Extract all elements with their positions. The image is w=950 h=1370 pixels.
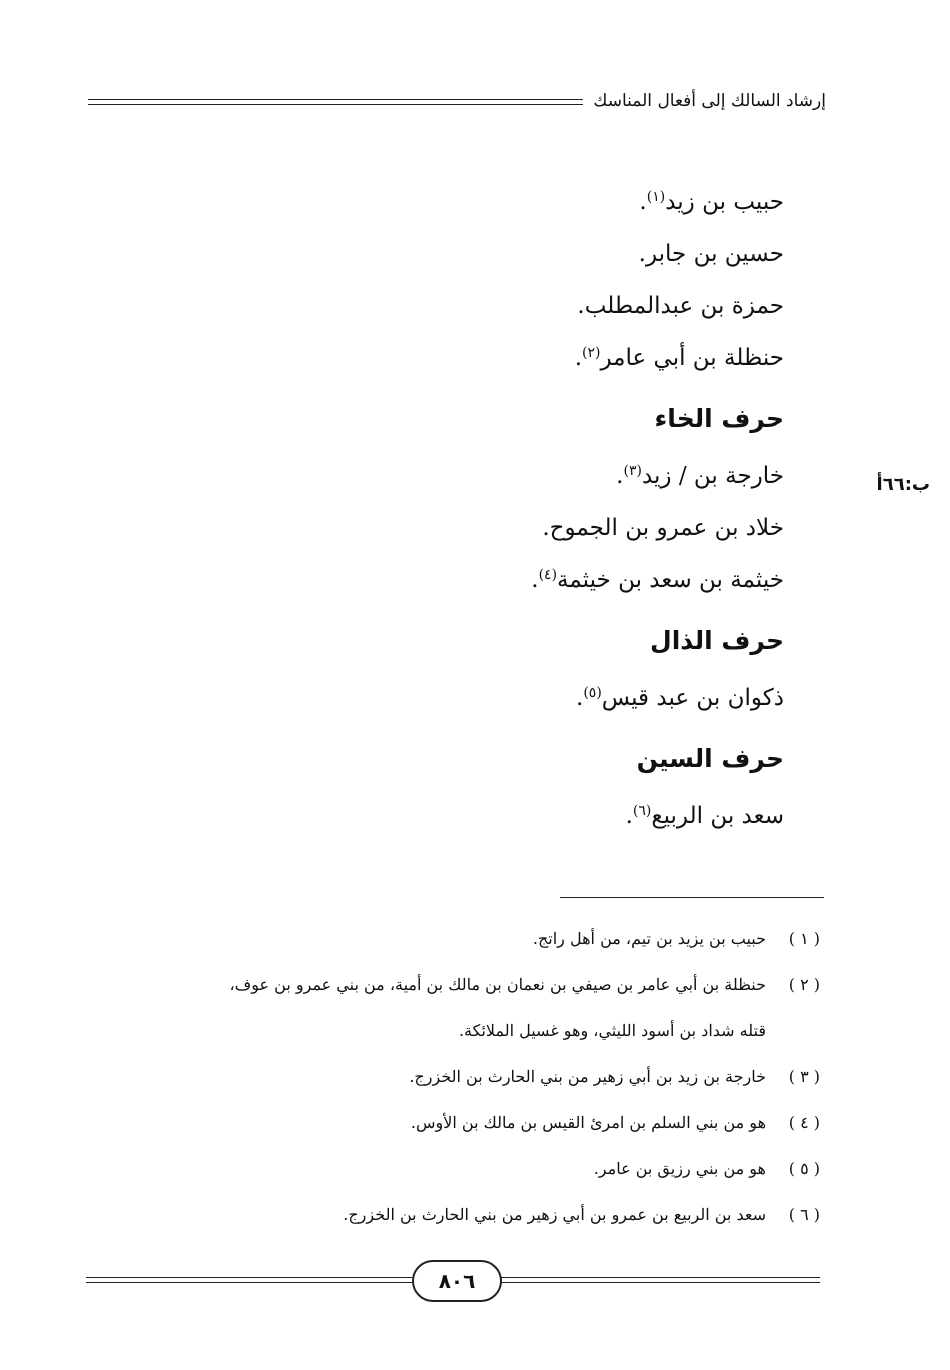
entry-end: . (625, 803, 633, 829)
header-double-rule (88, 99, 583, 105)
footer-rule-right (498, 1277, 820, 1283)
footnote-ref: (٣) (623, 463, 642, 479)
footnote (84, 1146, 820, 1192)
entry-end: . (616, 463, 624, 489)
entry (164, 790, 784, 842)
footnote (84, 1192, 820, 1238)
footnote-number: ( ٦ ) (788, 1205, 820, 1224)
footnote-text: سعد بن الربيع بن عمرو بن أبي زهير من بني الحارث بن الخزرج. (343, 1205, 766, 1224)
footnote (84, 916, 820, 962)
footer-rule-left (86, 1277, 412, 1283)
footnote (84, 1100, 820, 1146)
section-heading-dhal: حرف الذال (650, 626, 784, 655)
entry-end: . (576, 685, 584, 711)
footnote-ref: (١) (646, 189, 666, 205)
manuscript-folio-note: ب:٦٦أ (876, 474, 930, 495)
entry-name: حنظلة بن أبي عامر (600, 345, 784, 371)
footnote (84, 962, 820, 1054)
footnote-number: ( ٤ ) (788, 1113, 820, 1132)
section-heading-sin: حرف السين (636, 744, 784, 773)
entry (164, 502, 784, 554)
footnote-number: ( ٣ ) (788, 1067, 820, 1086)
footnotes (84, 916, 820, 1238)
entry-end: . (639, 189, 647, 215)
footnote-number: ( ٢ ) (788, 975, 820, 994)
entry-name: خيثمة بن سعد بن خيثمة (557, 567, 784, 593)
entry-end: . (531, 567, 539, 593)
running-header (88, 86, 826, 116)
entry-end: . (574, 345, 582, 371)
footnote-number: ( ١ ) (788, 929, 820, 948)
entry (164, 176, 784, 228)
section-heading-kha: حرف الخاء (654, 404, 784, 433)
entry (164, 332, 784, 384)
footnote-text-continued: قتله شداد بن أسود الليثي، وهو غسيل الملائكة. (458, 1021, 766, 1040)
footnote-ref: (٢) (582, 345, 601, 361)
main-text (164, 176, 784, 842)
footnote-ref: (٥) (583, 685, 602, 701)
footnote-number: ( ٥ ) (788, 1159, 820, 1178)
entry (164, 672, 784, 724)
entry-name: ذكوان بن عبد قيس (601, 685, 784, 711)
footnote-separator (560, 897, 824, 898)
footnote-text: خارجة بن زيد بن أبي زهير من بني الحارث بن الخزرج. (409, 1067, 766, 1086)
entry-name: سعد بن الربيع (651, 803, 784, 829)
footnote (84, 1054, 820, 1100)
page-number: ٨٠٦ (412, 1260, 502, 1302)
entry-name: حمزة بن عبدالمطلب. (577, 293, 784, 319)
footnote-ref: (٤) (538, 567, 558, 583)
entry (164, 554, 784, 606)
entry (164, 450, 784, 502)
entry-name: حسين بن جابر. (638, 241, 784, 267)
entry-name: خارجة بن / زيد (641, 463, 784, 489)
entry (164, 280, 784, 332)
footnote-text: هو من بني رزيق بن عامر. (593, 1159, 766, 1178)
header-title: إرشاد السالك إلى أفعال المناسك (593, 91, 826, 111)
footnote-ref: (٦) (632, 803, 652, 819)
entry-name: خلاد بن عمرو بن الجموح. (542, 515, 784, 541)
footnote-text: حنظلة بن أبي عامر بن صيفي بن نعمان بن مالك بن أمية، من بني عمرو بن عوف، (229, 975, 766, 994)
entry-name: حبيب بن زيد (665, 189, 784, 215)
entry (164, 228, 784, 280)
footnote-text: حبيب بن يزيد بن تيم، من أهل راتج. (532, 929, 766, 948)
footnote-text: هو من بني السلم بن امرئ القيس بن مالك بن الأوس. (410, 1113, 766, 1132)
